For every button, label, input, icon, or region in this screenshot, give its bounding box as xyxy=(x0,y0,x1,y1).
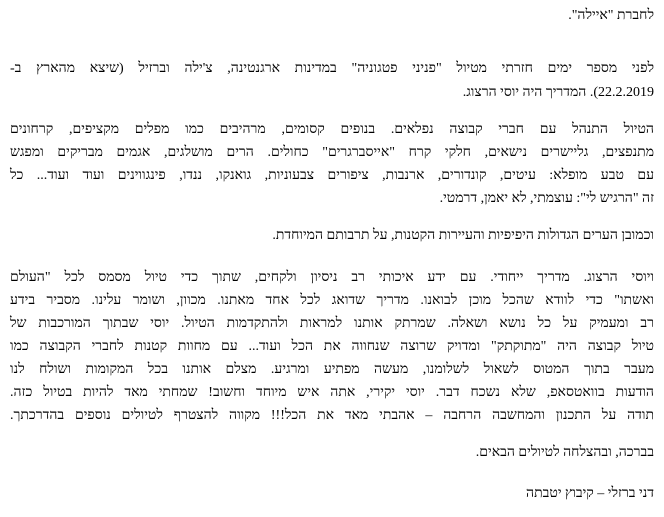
paragraph-landscapes-line-2: מתנפצים, גליישרים נישאים, חלקי קרח "אייסברגרים" כחולים. הרים מושלגים, אגמים מבריקים ומפגש xyxy=(10,145,654,160)
paragraph-guide-line-2: ואשתו" כדי לוודא שהכל מוכן לבואנו. מדריך שדואג לכל אחד מאתנו. מכוון, ושומר עלינו. מסביר בידע xyxy=(10,293,654,308)
paragraph-trip-intro-line-2: 22.2.2019). המדריך היה יוסי הרצוג. xyxy=(462,85,654,100)
paragraph-guide-line-7: תודה על התכנון והמחשבה הרחבה – אהבתי מאד את הכל!!! מקווה להצטרף לטיולים נוספים בהדרכתך. xyxy=(10,408,654,423)
paragraph-landscapes-line-3: עם טבע מופלא: עיטים, קונדורים, ארנבות, ציפורים צבעוניות, גואנקו, ננדו, פינגווינים ועוד ועוד... כל xyxy=(10,168,654,183)
paragraph-trip-intro-line-1: לפני מספר ימים חזרתי מטיול "פניני פטגוניה" במדינות ארגנטינה, צ'ילה וברזיל (שיצא מהארץ ב- xyxy=(10,61,654,76)
paragraph-guide-line-5: מעבר בתוך המטוס לשאול לשלומנו, מעשה מפתיע ומרגיע. מצלם אותנו בכל המקומות ושולח לנו xyxy=(10,362,654,377)
paragraph-landscapes-line-1: הטיול התנהל עם חברי קבוצה נפלאים. בנופים קסומים, מרהיבים כמו מפלים מקציפים, קרחונים xyxy=(10,122,654,137)
paragraph-guide-line-6: הודעות בוואטסאפ, שלא נשכח דבר. יוסי יקירי, אתה איש מיוחד וחשוב! שמחתי מאד להיות בטיול כזה. xyxy=(10,385,654,400)
paragraph-cities-line-1: וכמובן הערים הגדולות היפיפיות והעיירות הקטנות, על תרבותם המיוחדת. xyxy=(272,228,654,243)
paragraph-guide-line-1: ויוסי הרצוג. מדריך ייחודי. עם ידע איכותי רב ניסיון ולקחים, שתוך כדי טיול מסמס לכל "העולם xyxy=(10,270,654,285)
paragraph-guide-line-4: טיול קבוצה היה "מתוקתק" ומדויק שרוצה שנחווה את הכל ועוד... עם מחוות קטנות לחברי הקבוצה כמו xyxy=(10,339,654,354)
signature: דני ברזלי – קיבוץ יטבתה xyxy=(526,486,654,501)
closing: בברכה, ובהצלחה לטיולים הבאים. xyxy=(475,445,654,460)
paragraph-landscapes-line-4: זה "הרגיש לי": עוצמתי, לא יאמן, דרמטי. xyxy=(439,191,654,206)
paragraph-guide-line-3: רב ומעמיק על כל נושא ושאלה. שמרתק אותנו למראות ולהתקדמות הטיול. יוסי שבתוך המורכבות של xyxy=(10,316,654,331)
greeting: לחברת "איילה". xyxy=(568,8,654,23)
